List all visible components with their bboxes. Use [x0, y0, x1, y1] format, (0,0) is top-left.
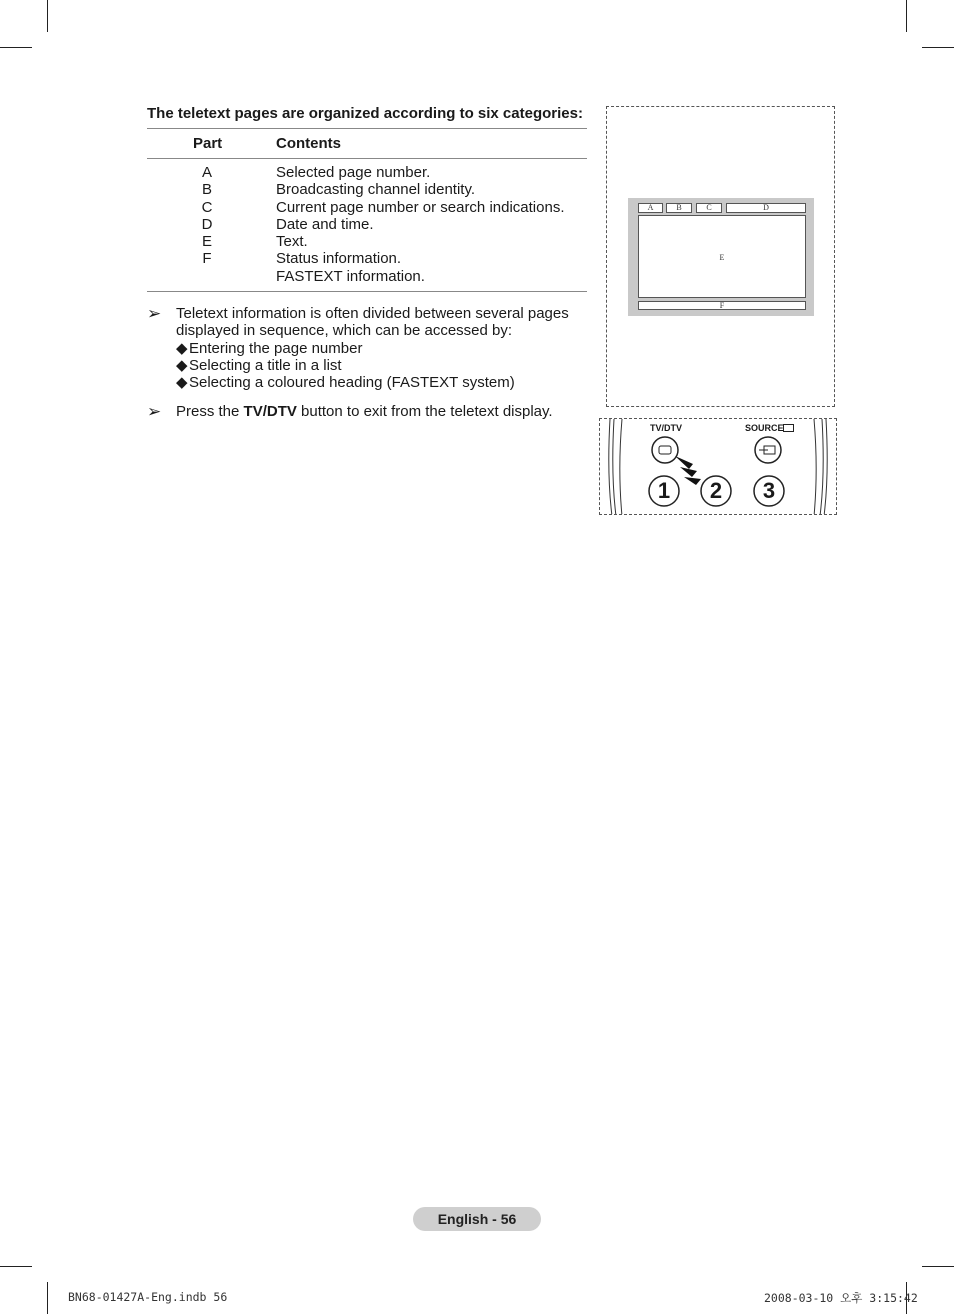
diamond-bullet-icon: ◆ [176, 339, 188, 357]
crop-mark [47, 1282, 48, 1314]
note-line: Teletext information is often divided between several pages [176, 305, 569, 322]
part-cell: E [201, 233, 212, 251]
digit-label-1: 1 [657, 478, 671, 503]
diagram-label-c: C [696, 203, 722, 213]
source-label-icon [783, 424, 794, 432]
tv-button-label: TV/DTV [650, 423, 683, 433]
crop-mark [0, 47, 32, 48]
bullet-item [176, 357, 596, 374]
bullet-text: Selecting a coloured heading (FASTEXT system) [189, 374, 515, 392]
diagram-label-a: A [638, 203, 663, 213]
crop-mark [47, 0, 48, 32]
digit-label-3: 3 [762, 478, 776, 503]
part-cell: C [201, 198, 213, 216]
diagram-label-b: B [666, 203, 692, 213]
note-text [176, 305, 596, 391]
digit-label-2: 2 [709, 478, 723, 503]
part-cell: F [202, 250, 212, 268]
source-button[interactable] [755, 437, 781, 463]
press-indicator-icon [675, 456, 701, 485]
diagram-label-e: E [638, 215, 806, 298]
section-heading: The teletext pages are organized according to six categories: [147, 105, 583, 122]
page-number-badge: English - 56 [413, 1207, 541, 1231]
note-text-bold: TV/DTV [243, 403, 297, 420]
crop-mark [922, 1266, 954, 1267]
table-header [147, 129, 587, 158]
bullet-text: Entering the page number [189, 339, 363, 357]
contents-cell: Selected page number. [276, 164, 431, 181]
contents-cell: FASTEXT information. [276, 267, 425, 285]
part-cell: D [201, 215, 213, 233]
diagram-label-d: D [726, 203, 806, 213]
contents-cell: Broadcasting channel identity. [276, 181, 476, 199]
source-button-label: SOURCE [745, 423, 784, 433]
header-part: Part [193, 135, 223, 152]
contents-cell: Current page number or search indications. [276, 198, 565, 216]
part-column [197, 164, 217, 268]
bullet-item [176, 374, 596, 391]
teletext-screen-diagram [628, 198, 814, 316]
contents-column [276, 164, 586, 285]
note-text [176, 403, 596, 420]
diamond-bullet-icon: ◆ [176, 374, 188, 392]
bullet-text: Selecting a title in a list [189, 356, 342, 374]
note-text-pre: Press the [176, 403, 244, 420]
note-text-post: button to exit from the teletext display. [296, 403, 553, 420]
diagram-label-f: F [638, 301, 806, 310]
crop-mark [0, 1266, 32, 1267]
contents-cell: Date and time. [276, 215, 374, 233]
crop-mark [922, 47, 954, 48]
header-contents: Contents [276, 135, 341, 152]
print-slug-left: BN68-01427A-Eng.indb 56 [68, 1290, 228, 1304]
diamond-bullet-icon: ◆ [176, 356, 188, 374]
bullet-item [176, 340, 596, 357]
remote-control-illustration [599, 418, 837, 515]
contents-cell: Status information. [276, 250, 402, 268]
part-cell: B [201, 181, 212, 199]
contents-cell: Text. [276, 233, 308, 251]
teletext-categories-table [147, 128, 587, 292]
note-arrow-icon: ➢ [147, 304, 162, 323]
part-cell: A [201, 164, 212, 181]
table-body [147, 159, 587, 291]
table-bottom-rule [147, 291, 587, 292]
tv-button[interactable] [652, 437, 678, 463]
crop-mark [906, 0, 907, 32]
note-arrow-icon: ➢ [147, 402, 162, 421]
print-slug-right: 2008-03-10 오후 3:15:42 [764, 1291, 918, 1305]
note-line: displayed in sequence, which can be accessed by: [176, 322, 513, 340]
